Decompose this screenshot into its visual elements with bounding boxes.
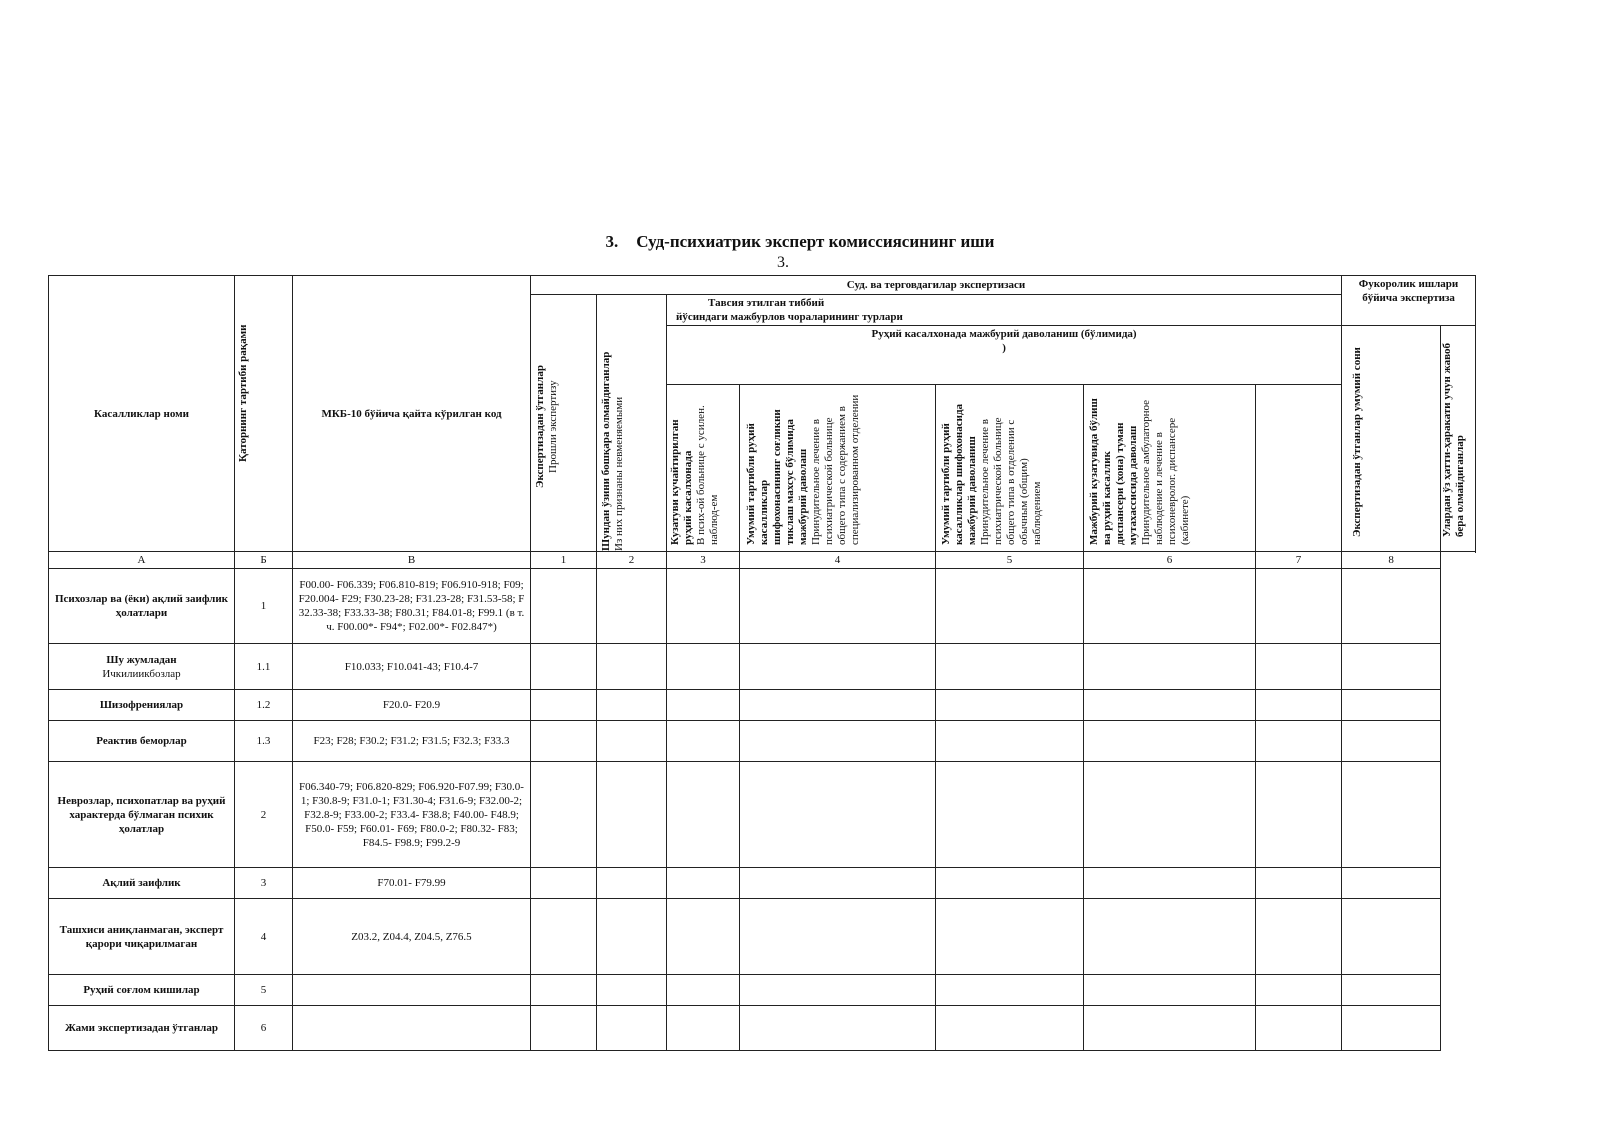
data-cell-col-1[interactable]	[531, 1006, 597, 1051]
data-cell-col-1[interactable]	[531, 975, 597, 1006]
header-row-1	[49, 276, 1476, 295]
group-header-civil: Фукоролик ишлари бўйича экспертиза	[1342, 276, 1476, 326]
row-order: 1.1	[235, 644, 293, 690]
data-cell-col-6[interactable]	[1084, 899, 1256, 975]
data-cell-col-4[interactable]	[740, 868, 936, 899]
row-icd-code: F70.01- F79.99	[293, 868, 531, 899]
data-cell-col-1[interactable]	[531, 721, 597, 762]
data-cell-col-5[interactable]	[936, 868, 1084, 899]
row-name-label: Шизофрениялар	[99, 699, 184, 711]
data-cell-col-1[interactable]	[531, 690, 597, 721]
data-cell-col-5[interactable]	[936, 899, 1084, 975]
index-cell: 1	[531, 552, 597, 569]
data-cell-col-3[interactable]	[667, 721, 740, 762]
row-name-label: Ташхиси аниқланмаган, эксперт қарори чиқарилмаган	[59, 923, 224, 950]
col-header-8: Улардан ўз ҳатти-ҳаракати учун жавоб бера олмайдиганлар	[1441, 326, 1476, 552]
row-name	[49, 868, 235, 899]
data-cell-col-6[interactable]	[1084, 1006, 1256, 1051]
data-cell-col-8[interactable]	[1342, 899, 1441, 975]
data-cell-col-8[interactable]	[1342, 1006, 1441, 1051]
row-icd-code: F06.340-79; F06.820-829; F06.920-F07.99; F30.0-1; F30.8-9; F31.0-1; F31.30-4; F31.6-9; F32.00-2; F32.8-9; F33.00-2; F33.4- F38.8; F40.00- F48.9; F50.0- F59; F60.01- F69; F80.0-2; F80.32- F83; F84.5- F98.9; F99.2-9	[293, 762, 531, 868]
row-name	[49, 975, 235, 1006]
table-row	[49, 569, 1476, 644]
data-cell-col-3[interactable]	[667, 899, 740, 975]
row-order: 3	[235, 868, 293, 899]
data-cell-col-4[interactable]	[740, 644, 936, 690]
index-cell: В	[293, 552, 531, 569]
section-title: Суд-психиатрик эксперт комиссиясининг иши	[636, 232, 995, 251]
index-cell: А	[49, 552, 235, 569]
report-title	[0, 232, 1600, 252]
data-cell-col-2[interactable]	[597, 690, 667, 721]
data-cell-col-6[interactable]	[1084, 569, 1256, 644]
row-name-label: Реактив беморлар	[96, 735, 187, 747]
col-header-code: МКБ-10 бўйича қайта кўрилган код	[293, 276, 531, 552]
table-row	[49, 644, 1476, 690]
index-cell: Б	[235, 552, 293, 569]
data-cell-col-8[interactable]	[1342, 690, 1441, 721]
row-name-sub: Ичкилиикбозлар	[102, 667, 181, 680]
row-order: 2	[235, 762, 293, 868]
data-cell-col-6[interactable]	[1084, 975, 1256, 1006]
section-number: 3.	[605, 232, 619, 251]
forced-hospital-header: Руҳий касалхонада мажбурий даволаниш (бўлимида) )	[667, 326, 1342, 385]
data-cell-col-8[interactable]	[1342, 868, 1441, 899]
row-name-label: Шу жумладан	[106, 653, 177, 666]
data-cell-col-4[interactable]	[740, 690, 936, 721]
data-cell-col-8[interactable]	[1342, 644, 1441, 690]
group-header-investigation: Суд. ва терговдагилар экспертизаси	[531, 276, 1342, 295]
row-order: 1.2	[235, 690, 293, 721]
row-icd-code: F10.033; F10.041-43; F10.4-7	[293, 644, 531, 690]
data-cell-col-6[interactable]	[1084, 868, 1256, 899]
data-cell-col-3[interactable]	[667, 1006, 740, 1051]
data-cell-col-2[interactable]	[597, 721, 667, 762]
data-cell-col-2[interactable]	[597, 569, 667, 644]
row-name	[49, 690, 235, 721]
data-cell-col-5[interactable]	[936, 1006, 1084, 1051]
data-cell-col-8[interactable]	[1342, 721, 1441, 762]
col-header-name: Касалликлар номи	[49, 276, 235, 552]
data-cell-col-3[interactable]	[667, 762, 740, 868]
data-cell-col-3[interactable]	[667, 868, 740, 899]
col-header-3: Кузатуви кучайтирилган руҳий касалхонада В псих-ой больнице с усилен. наблюд-ем	[667, 385, 740, 552]
data-cell-col-7[interactable]	[1256, 868, 1342, 899]
data-cell-col-1[interactable]	[531, 569, 597, 644]
table-row	[49, 690, 1476, 721]
row-name	[49, 644, 235, 690]
row-icd-code: Z03.2, Z04.4, Z04.5, Z76.5	[293, 899, 531, 975]
row-name	[49, 721, 235, 762]
data-cell-col-7[interactable]	[1256, 690, 1342, 721]
data-cell-col-6[interactable]	[1084, 644, 1256, 690]
index-cell: 3	[667, 552, 740, 569]
row-order: 6	[235, 1006, 293, 1051]
data-cell-col-2[interactable]	[597, 975, 667, 1006]
data-cell-col-5[interactable]	[936, 762, 1084, 868]
index-cell: 8	[1342, 552, 1441, 569]
data-cell-col-8[interactable]	[1342, 569, 1441, 644]
data-cell-col-1[interactable]	[531, 644, 597, 690]
data-cell-col-5[interactable]	[936, 721, 1084, 762]
data-cell-col-5[interactable]	[936, 569, 1084, 644]
row-icd-code	[293, 975, 531, 1006]
row-icd-code	[293, 1006, 531, 1051]
col-header-1: Экспертизадан ўтганлар Прошли экспертизу	[531, 295, 597, 552]
row-name-label: Жами экспертизадан ўтганлар	[65, 1022, 218, 1034]
table-row	[49, 868, 1476, 899]
data-cell-col-2[interactable]	[597, 868, 667, 899]
data-cell-col-4[interactable]	[740, 569, 936, 644]
data-cell-col-6[interactable]	[1084, 762, 1256, 868]
data-cell-col-5[interactable]	[936, 644, 1084, 690]
col-header-6: Мажбурий кузатувида бўлиш ва руҳий касаллик диспансери (хона) туман мутахассисида даволаш Принудительное амбулаторное наблюдение и лечение в психоневролог. диспансере (кабинете)	[1084, 385, 1256, 552]
row-name	[49, 762, 235, 868]
data-cell-col-7[interactable]	[1256, 1006, 1342, 1051]
table-row	[49, 1006, 1476, 1051]
row-icd-code: F00.00- F06.339; F06.810-819; F06.910-918; F09; F20.004- F29; F30.23-28; F31.23-28; F31.53-58; F 32.33-38; F33.33-38; F80.31; F84.01-8; F99.1 (в т. ч. F00.00*- F94*; F02.00*- F02.847*)	[293, 569, 531, 644]
table-row	[49, 899, 1476, 975]
data-cell-col-2[interactable]	[597, 899, 667, 975]
index-cell: 7	[1256, 552, 1342, 569]
row-name-label: Неврозлар, психопатлар ва руҳий характерда бўлмаган психик ҳолатлар	[57, 794, 226, 835]
table-row	[49, 975, 1476, 1006]
col-header-2: Шундан ўзини бошқара олмайдиганлар Из них признаны невменяемыми	[597, 295, 667, 552]
col-header-order: Қаторнинг тартиби рақами	[235, 276, 293, 552]
expert-commission-table	[48, 275, 1476, 1051]
data-cell-col-3[interactable]	[667, 975, 740, 1006]
data-cell-col-6[interactable]	[1084, 690, 1256, 721]
data-cell-col-8[interactable]	[1342, 762, 1441, 868]
data-cell-col-7[interactable]	[1256, 762, 1342, 868]
col-header-5: Умумий тартибли руҳий касалликлар шифохонасида мажбурий даволаниш Принудительное лечение в психиатрической больнице общего типа в отделении с обычным (общим) наблюдением	[936, 385, 1084, 552]
section-subnumber: 3.	[777, 254, 789, 271]
data-cell-col-8[interactable]	[1342, 975, 1441, 1006]
data-cell-col-7[interactable]	[1256, 975, 1342, 1006]
data-cell-col-5[interactable]	[936, 690, 1084, 721]
table-row	[49, 721, 1476, 762]
data-cell-col-2[interactable]	[597, 644, 667, 690]
data-cell-col-7[interactable]	[1256, 644, 1342, 690]
row-name	[49, 569, 235, 644]
data-cell-col-4[interactable]	[740, 762, 936, 868]
row-name	[49, 899, 235, 975]
data-cell-col-3[interactable]	[667, 569, 740, 644]
data-cell-col-4[interactable]	[740, 1006, 936, 1051]
row-name	[49, 1006, 235, 1051]
data-cell-col-3[interactable]	[667, 644, 740, 690]
data-cell-col-4[interactable]	[740, 975, 936, 1006]
data-cell-col-1[interactable]	[531, 762, 597, 868]
data-cell-col-3[interactable]	[667, 690, 740, 721]
recommended-measures-header: Тавсия этилган тиббий йўсиндаги мажбурлов чораларининг турлари	[667, 295, 1342, 326]
row-order: 1	[235, 569, 293, 644]
data-cell-col-4[interactable]	[740, 721, 936, 762]
row-icd-code: F20.0- F20.9	[293, 690, 531, 721]
data-cell-col-7[interactable]	[1256, 569, 1342, 644]
index-cell: 5	[936, 552, 1084, 569]
row-name-label: Ақлий заифлик	[102, 877, 181, 889]
data-cell-col-1[interactable]	[531, 899, 597, 975]
index-cell: 2	[597, 552, 667, 569]
data-cell-col-6[interactable]	[1084, 721, 1256, 762]
row-name-label: Руҳий соғлом кишилар	[83, 984, 200, 996]
table-row	[49, 762, 1476, 868]
data-cell-col-4[interactable]	[740, 899, 936, 975]
index-row	[49, 552, 1476, 569]
data-cell-col-2[interactable]	[597, 762, 667, 868]
data-cell-col-1[interactable]	[531, 868, 597, 899]
data-cell-col-2[interactable]	[597, 1006, 667, 1051]
row-name-label: Психозлар ва (ёки) ақлий заифлик ҳолатлари	[54, 593, 229, 619]
col-header-7: Экспертизадан ўтганлар умумий сони	[1342, 326, 1441, 552]
index-cell: 6	[1084, 552, 1256, 569]
data-cell-col-5[interactable]	[936, 975, 1084, 1006]
row-order: 5	[235, 975, 293, 1006]
row-order: 4	[235, 899, 293, 975]
index-cell: 4	[740, 552, 936, 569]
row-icd-code: F23; F28; F30.2; F31.2; F31.5; F32.3; F33.3	[293, 721, 531, 762]
data-cell-col-7[interactable]	[1256, 721, 1342, 762]
data-cell-col-7[interactable]	[1256, 899, 1342, 975]
col-header-4: Умумий тартибли руҳий касалликлар шифохонасининг соғликни тиклаш махсус бўлимида мажбурий даволаш Принудительное лечение в психиатрической больнице общего типа с содержанием в специализированном отделении	[740, 385, 936, 552]
row-order: 1.3	[235, 721, 293, 762]
